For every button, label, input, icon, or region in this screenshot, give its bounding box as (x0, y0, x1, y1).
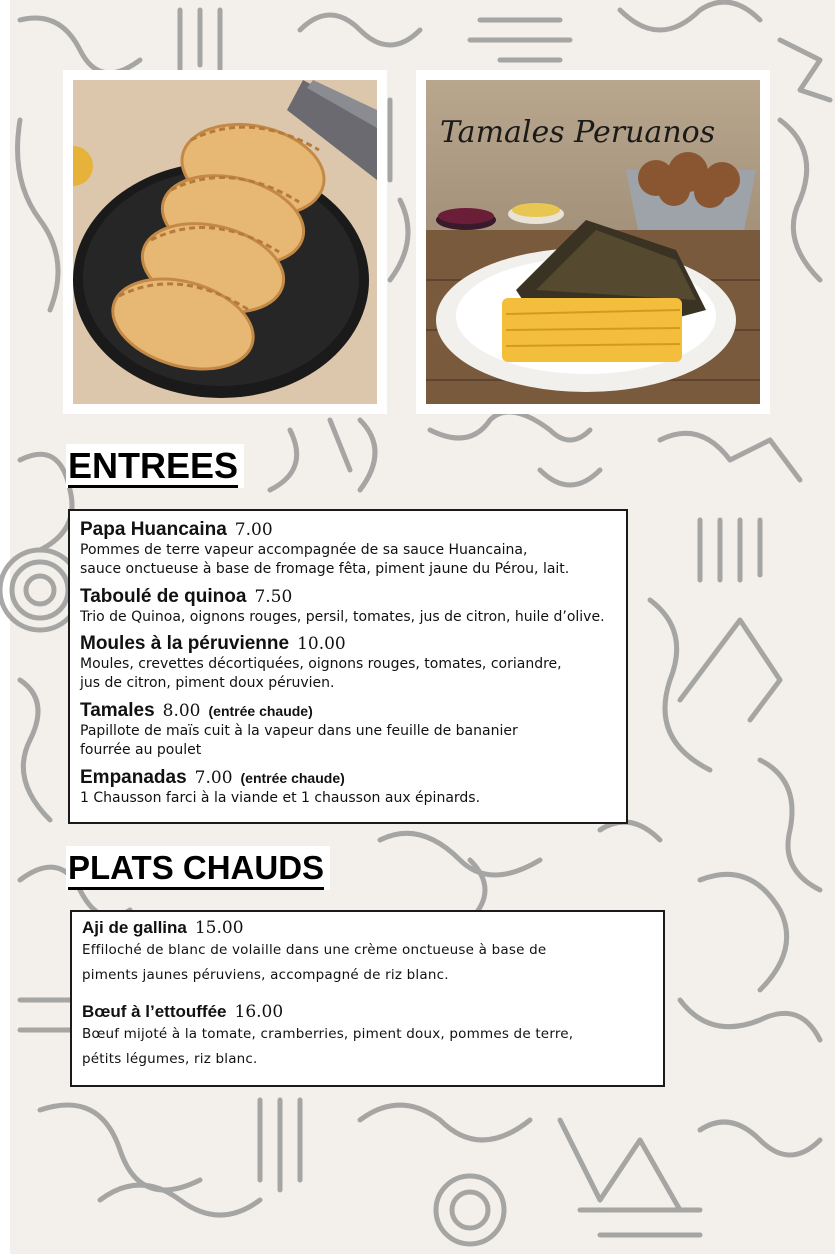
entrees-heading: ENTREES (66, 444, 244, 488)
item-note: (entrée chaude) (240, 770, 345, 786)
item-name: Bœuf à l’ettouffée (82, 1002, 227, 1021)
item-description: piments jaunes péruviens, accompagné de riz blanc. (82, 967, 449, 983)
item-price: 16.00 (234, 1002, 284, 1022)
item-name: Tamales (80, 700, 155, 721)
item-description: Trio de Quinoa, oignons rouges, persil, tomates, jus de citron, huile d’olive. (80, 609, 605, 625)
item-name: Empanadas (80, 767, 187, 788)
menu-item (82, 1002, 655, 1072)
tamales-photo (426, 80, 760, 404)
item-description: Pommes de terre vapeur accompagnée de sa sauce Huancaina, (80, 542, 528, 558)
menu-item (80, 633, 618, 693)
item-description: Papillote de maïs cuit à la vapeur dans une feuille de bananier (80, 723, 518, 739)
empanadas-photo (73, 80, 377, 404)
item-description: fourrée au poulet (80, 742, 202, 758)
item-price: 7.00 (194, 768, 233, 788)
item-name: Moules à la péruvienne (80, 633, 290, 654)
item-description: Effiloché de blanc de volaille dans une crème onctueuse à base de (82, 942, 547, 958)
item-price: 7.00 (234, 520, 273, 540)
menu-item (80, 586, 618, 627)
item-description: pétits légumes, riz blanc. (82, 1051, 258, 1067)
menu-item (80, 700, 618, 760)
menu-item (80, 767, 618, 808)
item-description: Moules, crevettes décortiquées, oignons rouges, tomates, coriandre, (80, 656, 562, 672)
item-note: (entrée chaude) (208, 703, 313, 719)
item-description: Bœuf mijoté à la tomate, cramberries, piment doux, pommes de terre, (82, 1026, 574, 1042)
entrees-menu-box (68, 509, 628, 824)
item-price: 7.50 (254, 587, 293, 607)
menu-item (80, 519, 618, 579)
tamales-photo-frame (416, 70, 770, 414)
item-price: 10.00 (297, 634, 346, 654)
item-name: Aji de gallina (82, 918, 187, 937)
item-description: jus de citron, piment doux péruvien. (80, 675, 335, 691)
empanadas-photo-frame (63, 70, 387, 414)
plats-chauds-menu-box (70, 910, 665, 1087)
menu-item (82, 918, 655, 988)
item-description: sauce onctueuse à base de fromage fêta, piment jaune du Pérou, lait. (80, 561, 570, 577)
tamales-photo-caption: Tamales Peruanos (440, 115, 716, 150)
item-name: Papa Huancaina (80, 519, 227, 540)
item-description: 1 Chausson farci à la viande et 1 chausson aux épinards. (80, 790, 481, 806)
item-price: 8.00 (162, 701, 201, 721)
item-name: Taboulé de quinoa (80, 586, 247, 607)
plats-chauds-heading: PLATS CHAUDS (66, 846, 330, 890)
item-price: 15.00 (194, 918, 244, 938)
